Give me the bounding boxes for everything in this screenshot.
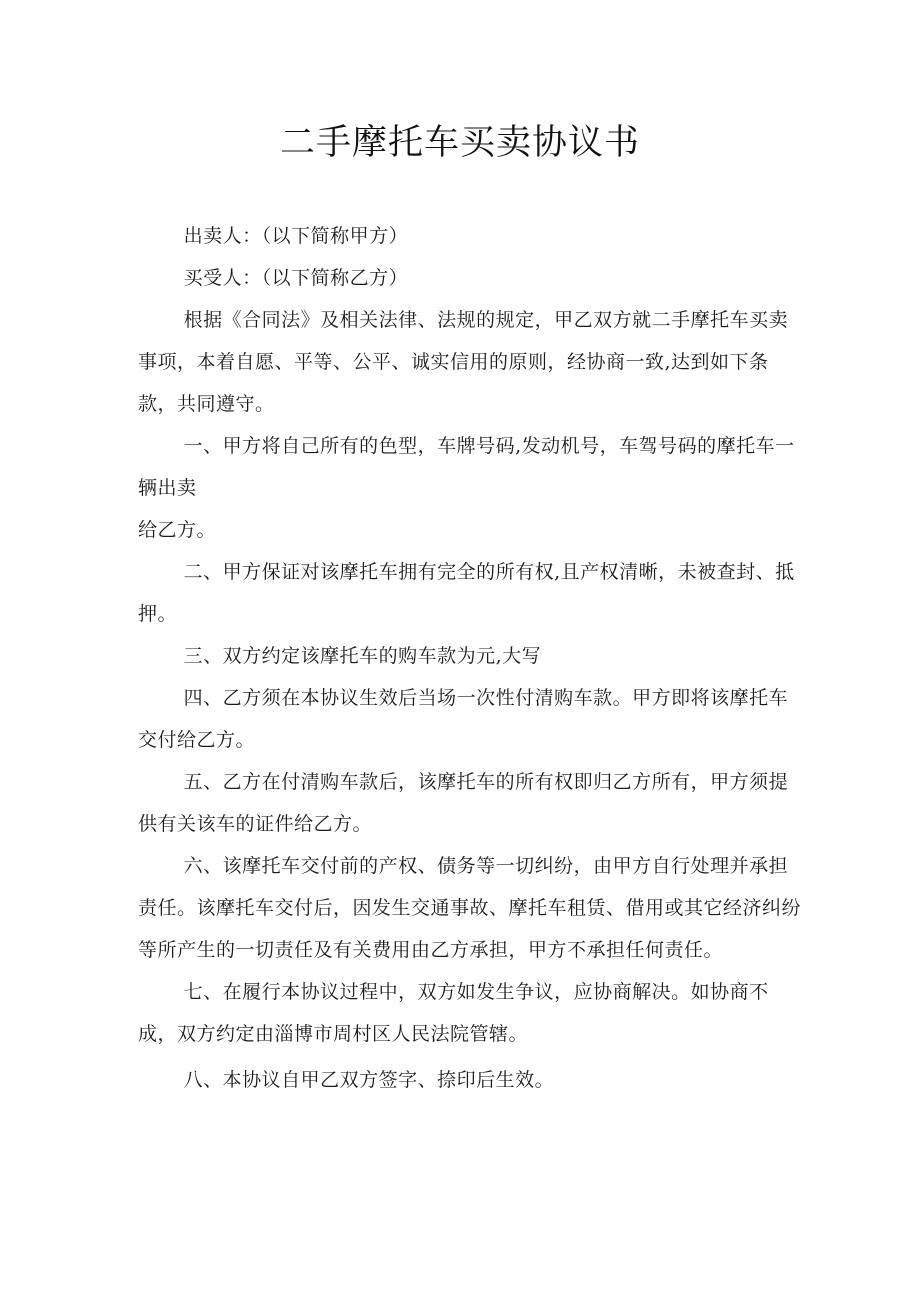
clause-8-paragraph: 八、本协议自甲乙双方签字、捺印后生效。 — [183, 1069, 555, 1091]
clause-6-paragraph: 六、该摩托车交付前的产权、债务等一切纠纷，由甲方自行处理并承担责任。该摩托车交付后，因发生交通事故、摩托车租赁、借用或其它经济纠纷等所产生的一切责任及有关费用由乙方承担，甲方不承担任何责任。 — [138, 855, 802, 961]
clause-4-paragraph: 四、乙方须在本协议生效后当场一次性付清购车款。甲方即将该摩托车交付给乙方。 — [138, 687, 789, 751]
preamble-paragraph: 根据《合同法》及相关法律、法规的规定，甲乙双方就二手摩托车买卖事项，本着自愿、平等、公平、诚实信用的原则，经协商一致,达到如下条款，共同遵守。 — [138, 309, 789, 415]
document-body — [138, 215, 806, 1101]
clause-3-paragraph: 三、双方约定该摩托车的购车款为元,大写 — [183, 645, 542, 667]
clause-2-paragraph: 二、甲方保证对该摩托车拥有完全的所有权,且产权清晰，未被查封、抵押。 — [138, 561, 795, 625]
clause-1-continuation: 给乙方。 — [138, 519, 217, 541]
document-title: 二手摩托车买卖协议书 — [279, 123, 640, 163]
buyer-line: 买受人：（以下简称乙方） — [183, 267, 409, 289]
clause-1-paragraph: 一、甲方将自己所有的色型，车牌号码,发动机号，车驾号码的摩托车一辆出卖 — [138, 435, 795, 499]
clause-7-paragraph: 七、在履行本协议过程中，双方如发生争议，应协商解决。如协商不成，双方约定由淄博市周村区人民法院管辖。 — [138, 981, 769, 1045]
clause-5-paragraph: 五、乙方在付清购车款后，该摩托车的所有权即归乙方所有，甲方须提供有关该车的证件给乙方。 — [138, 771, 789, 835]
seller-line: 出卖人：（以下简称甲方） — [183, 225, 409, 247]
